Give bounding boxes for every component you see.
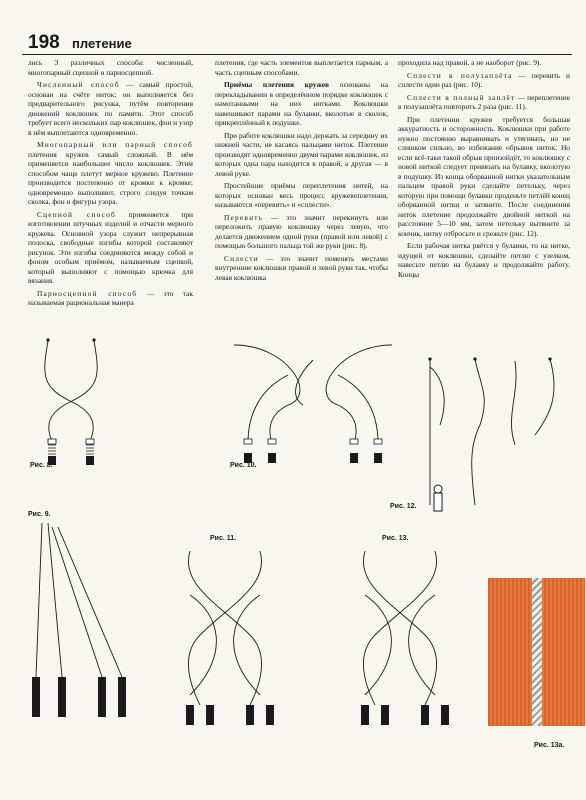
- paragraph-text: — самый простой, основан на счёте ниток; он выполняется без предварительного рисунка, путём повторения движений коклюшек по памяти. Этот способ требует всего нескольких пар коклюшек, фон и узор в нём выплетаются одновременно.: [28, 80, 193, 137]
- term: Приёмы плетения кружев: [224, 80, 330, 89]
- term: Многопарный или парный способ: [37, 140, 193, 149]
- term: Сплести в полузаплёта: [407, 70, 513, 80]
- paragraph: [28, 289, 193, 308]
- paragraph: Если рабочая нитка рвётся у булавки, то на нитке, идущей от коклюшки, сделайте петлю с узелком, навесьте петлю на булавку и продолжайте работу. Концы: [398, 241, 570, 279]
- paragraph: [215, 80, 388, 128]
- paragraph: Простейшие приёмы переплетения нитей, на которых основан весь процесс кружевоплетения, называются «перевить» и «сплести».: [215, 181, 388, 209]
- page-number: 198: [28, 32, 60, 53]
- text-column-2: [215, 58, 388, 285]
- text-column-1: [28, 58, 193, 311]
- figure-9-illustration: [22, 517, 132, 717]
- figure-13-illustration: [335, 545, 465, 725]
- section-title: плетение: [72, 36, 132, 51]
- paragraph: [28, 210, 193, 286]
- paragraph: [215, 213, 388, 251]
- paragraph: При плетении кружев требуется большая аккуратность и осторожность. Коклюшки при работе нужно постоянно выравнивать и утягивать, но не слишком сильно, во избежание обрывов ниток. Но если всё-таки такой обрыв произойдёт, то коклюшку с новой ниткой следует привязать на булавку, вколотую в подушку. Из конца оборванной нитки указательным пальцем правой руки сделайте петельку, через которую при помощи булавки проденьте петлёй конец оборванной нитки и затяните. После соединения ниток плетение продолжайте двойной ниткой на расстояние 5—10 мм, затем петельку вытяните за кончик, нитку отбросьте и срежьте (рис. 12).: [398, 114, 570, 238]
- caption-fig-10: Рис. 10.: [230, 462, 257, 469]
- caption-fig-11: Рис. 11.: [210, 535, 237, 542]
- paragraph-text: — это так называемая рациональная манера: [28, 288, 193, 307]
- paragraph: [398, 93, 570, 112]
- caption-fig-8: Рис. 8.: [30, 462, 53, 469]
- paragraph-text: применяется при изготовлении штучных изделий и отчасти мерного кружева. Основной узора служит непрерывная полоска, свободные изгибы которой составляют рисунок. Эти изгибы соединяются между собой и фоном особым приёмом, называемым сцепкой, который выполняют с помощью крючка для вязания.: [28, 209, 193, 285]
- caption-fig-13a: Рис. 13а.: [534, 742, 565, 749]
- page-header: [22, 32, 572, 55]
- figure-12-illustration: [420, 355, 580, 515]
- paragraph: проходила над правой, а не наоборот (рис. 9).: [398, 58, 542, 67]
- paragraph: плетения, где часть элементов выплетается парным, а часть сцепным способами.: [215, 58, 388, 77]
- caption-fig-12: Рис. 12.: [390, 503, 417, 510]
- paragraph: [215, 254, 388, 283]
- paragraph-text: основаны на перекладывании в определённом порядке коклюшек с намотанными на них нитками. Коклюшки навешивают парами на булавки, вколотые в сколок, прикреплённый к подушке.: [215, 80, 388, 127]
- caption-fig-13: Рис. 13.: [382, 535, 409, 542]
- term: Парносцепной способ: [37, 288, 138, 298]
- paragraph-text: — переплетение в полузаплёта повторить 2 раза (рис. 11).: [398, 92, 570, 111]
- term: Сцепной способ: [37, 209, 116, 219]
- paragraph-text: — это значит поменять местами внутренние коклюшки правой и левой руки так, чтобы левая коклюшка: [215, 253, 388, 282]
- paragraph-text: — перевить и сплести один раз (рис. 10).: [398, 70, 570, 89]
- figure-10-illustration: [228, 335, 398, 465]
- figure-11-illustration: [160, 545, 290, 725]
- paragraph: [28, 80, 193, 137]
- paragraph-text: — это значит перекинуть или переложить правую коклюшку через левую, что делается движением одной руки (правой или левой) с помощью большого пальца той же руки (рис. 8).: [215, 212, 388, 250]
- lace-braid-strand: [532, 578, 542, 726]
- figure-8-illustration: [28, 335, 114, 465]
- paragraph-text: плетения кружев самый сложный. В нём применяется наибольшее число коклюшек. Этим способом чаще плетут мерное кружево. Плетение производится постепенно от кромки к кромке; одновременно выполняют, строго следуя точкам сколка, фон и фигуры узора.: [28, 149, 193, 206]
- term: Перевить: [224, 212, 264, 222]
- text-column-3: [398, 58, 570, 282]
- paragraph: [28, 140, 193, 207]
- figure-13a-photo: [488, 578, 585, 726]
- term: Сплести: [224, 253, 259, 263]
- term: Численный способ: [37, 80, 120, 89]
- caption-fig-9: Рис. 9.: [28, 511, 51, 518]
- paragraph: [398, 71, 570, 90]
- term: Сплести в полный заплёт: [407, 92, 516, 102]
- paragraph: лись 3 различных способа: численный, многопарный сцепной и парносцепной.: [28, 58, 193, 77]
- paragraph: При работе коклюшки надо держать за середину их нижней части, не касаясь пальцами ниток. Плетение производят одновременно двумя парами коклюшек, из которых одна пара находится в правой, а другая — в левой руке.: [215, 130, 388, 178]
